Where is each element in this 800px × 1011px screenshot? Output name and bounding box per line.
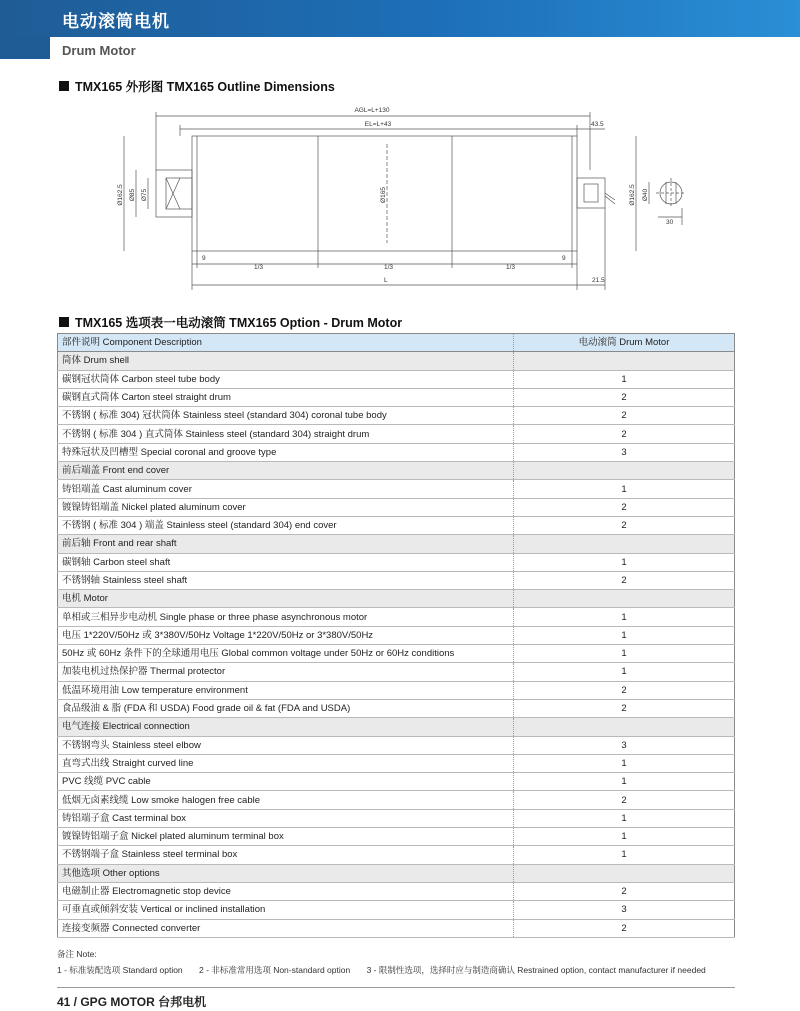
option-value-cell: 2	[514, 919, 735, 937]
component-cell: 电机 Motor	[58, 590, 514, 608]
table-row	[58, 498, 735, 516]
footer-page-label: 41 / GPG MOTOR 台邦电机	[57, 995, 207, 1009]
option-value-cell	[514, 864, 735, 882]
table-row	[58, 443, 735, 461]
option-value-cell: 1	[514, 480, 735, 498]
footer-divider	[57, 987, 735, 988]
option-table	[57, 333, 735, 938]
option-value-cell: 1	[514, 828, 735, 846]
component-cell: 筒体 Drum shell	[58, 352, 514, 370]
dim-40: Ø40	[642, 188, 649, 202]
dim-43-5: 43.5	[591, 121, 604, 128]
component-cell: 不锈钢弯头 Stainless steel elbow	[58, 736, 514, 754]
header-component: 部件说明 Component Description	[58, 334, 514, 352]
header-drum-motor: 电动滚筒 Drum Motor	[514, 334, 735, 352]
table-row	[58, 571, 735, 589]
table-body	[58, 352, 735, 938]
table-row	[58, 663, 735, 681]
option-value-cell: 2	[514, 425, 735, 443]
option-value-cell	[514, 718, 735, 736]
page-title: 电动滚筒电机	[62, 12, 170, 31]
dim-third-3: 1/3	[506, 264, 516, 271]
dim-75: Ø75	[141, 188, 148, 202]
component-cell: 食品级油 & 脂 (FDA 和 USDA) Food grade oil & fat (FDA and USDA)	[58, 699, 514, 717]
component-cell: 加装电机过热保护器 Thermal protector	[58, 663, 514, 681]
dim-9-right: 9	[562, 255, 566, 262]
component-cell: 特殊冠状及凹槽型 Special coronal and groove type	[58, 443, 514, 461]
component-cell: 不锈钢 ( 标准 304 ) 直式筒体 Stainless steel (standard 304) straight drum	[58, 425, 514, 443]
dim-el: EL=L+43	[364, 121, 392, 128]
table-group-row	[58, 352, 735, 370]
option-value-cell	[514, 590, 735, 608]
component-cell: 低温环境用油 Low temperature environment	[58, 681, 514, 699]
table-row	[58, 681, 735, 699]
component-cell: 镀镍铸铝端盖 Nickel plated aluminum cover	[58, 498, 514, 516]
option-value-cell: 2	[514, 516, 735, 534]
component-cell: 连接变频器 Connected converter	[58, 919, 514, 937]
option-value-cell: 2	[514, 388, 735, 406]
option-value-cell: 3	[514, 736, 735, 754]
option-value-cell: 1	[514, 846, 735, 864]
table-row	[58, 425, 735, 443]
table-row	[58, 480, 735, 498]
table-row	[58, 901, 735, 919]
table-row	[58, 736, 735, 754]
component-cell: 铸铝端盖 Cast aluminum cover	[58, 480, 514, 498]
component-cell: 低烟无卤素线缆 Low smoke halogen free cable	[58, 791, 514, 809]
table-row	[58, 626, 735, 644]
dim-85: Ø85	[129, 188, 136, 202]
component-cell: 电压 1*220V/50Hz 或 3*380V/50Hz Voltage 1*220V/50Hz or 3*380V/50Hz	[58, 626, 514, 644]
component-cell: 不锈钢端子盒 Stainless steel terminal box	[58, 846, 514, 864]
component-cell: 碳钢轴 Carbon steel shaft	[58, 553, 514, 571]
component-cell: 不锈钢 ( 标准 304) 冠状筒体 Stainless steel (standard 304) coronal tube body	[58, 407, 514, 425]
dim-agl: AGL=L+130	[354, 107, 390, 114]
table-group-row	[58, 535, 735, 553]
option-value-cell	[514, 535, 735, 553]
component-cell: 50Hz 或 60Hz 条件下的全球通用电压 Global common voltage under 50Hz or 60Hz conditions	[58, 645, 514, 663]
option-value-cell: 2	[514, 498, 735, 516]
table-row	[58, 828, 735, 846]
dim-9-left: 9	[202, 255, 206, 262]
table-group-row	[58, 718, 735, 736]
table-row	[58, 608, 735, 626]
table-group-row	[58, 590, 735, 608]
dim-30: 30	[666, 219, 674, 226]
option-value-cell: 2	[514, 681, 735, 699]
dim-165: Ø165	[380, 187, 387, 203]
dim-third-2: 1/3	[384, 264, 394, 271]
option-value-cell: 3	[514, 901, 735, 919]
dim-third-1: 1/3	[254, 264, 264, 271]
square-bullet-icon	[59, 317, 69, 327]
option-value-cell: 2	[514, 791, 735, 809]
square-bullet-icon	[59, 81, 69, 91]
component-cell: 前后端盖 Front end cover	[58, 462, 514, 480]
option-value-cell: 3	[514, 443, 735, 461]
note-option-1: 1 - 标准装配选项 Standard option	[57, 965, 183, 975]
table-row	[58, 846, 735, 864]
component-cell: 电气连接 Electrical connection	[58, 718, 514, 736]
notes-title: 备注 Note:	[57, 949, 97, 959]
component-cell: PVC 线缆 PVC cable	[58, 773, 514, 791]
section-title-outline: TMX165 外形图 TMX165 Outline Dimensions	[75, 80, 335, 94]
section-title-option: TMX165 选项表一电动滚筒 TMX165 Option - Drum Motor	[75, 316, 403, 330]
table-row	[58, 699, 735, 717]
option-value-cell: 1	[514, 773, 735, 791]
table-row	[58, 407, 735, 425]
dim-21-5: 21.5	[592, 277, 605, 284]
option-value-cell: 2	[514, 407, 735, 425]
table-row	[58, 553, 735, 571]
dim-162-5-left: Ø162.5	[117, 184, 124, 206]
table-row	[58, 809, 735, 827]
table-row	[58, 754, 735, 772]
component-cell: 镀镍铸铝端子盒 Nickel plated aluminum terminal box	[58, 828, 514, 846]
option-value-cell	[514, 352, 735, 370]
dim-162-5-right: Ø162.5	[629, 184, 636, 206]
component-cell: 不锈钢轴 Stainless steel shaft	[58, 571, 514, 589]
option-value-cell: 2	[514, 571, 735, 589]
notes	[57, 948, 720, 980]
option-value-cell: 1	[514, 608, 735, 626]
option-value-cell: 1	[514, 370, 735, 388]
component-cell: 不锈钢 ( 标准 304 ) 端盖 Stainless steel (standard 304) end cover	[58, 516, 514, 534]
option-value-cell: 1	[514, 626, 735, 644]
section-heading-option	[59, 313, 402, 331]
table-row	[58, 516, 735, 534]
table-row	[58, 370, 735, 388]
note-option-3: 3 - 限制性选项，选择时应与制造商确认 Restrained option, contact manufacturer if needed	[366, 965, 706, 975]
component-cell: 电磁制止器 Electromagnetic stop device	[58, 882, 514, 900]
component-cell: 可垂直或倾斜安装 Vertical or inclined installation	[58, 901, 514, 919]
outline-drawing	[100, 100, 700, 300]
option-value-cell: 1	[514, 663, 735, 681]
notes-legend	[57, 964, 720, 976]
table-row	[58, 919, 735, 937]
component-cell: 前后轴 Front and rear shaft	[58, 535, 514, 553]
table-group-row	[58, 864, 735, 882]
option-value-cell: 2	[514, 699, 735, 717]
component-cell: 碳钢直式筒体 Carton steel straight drum	[58, 388, 514, 406]
table-header-row	[58, 334, 735, 352]
component-cell: 碳钢冠状筒体 Carbon steel tube body	[58, 370, 514, 388]
table-row	[58, 388, 735, 406]
table-group-row	[58, 462, 735, 480]
component-cell: 直弯式出线 Straight curved line	[58, 754, 514, 772]
section-heading-outline	[59, 77, 335, 95]
option-value-cell: 1	[514, 645, 735, 663]
table-row	[58, 773, 735, 791]
dim-L: L	[384, 277, 388, 284]
component-cell: 铸铝端子盒 Cast terminal box	[58, 809, 514, 827]
table-row	[58, 645, 735, 663]
option-value-cell: 1	[514, 754, 735, 772]
component-cell: 单相或三相异步电动机 Single phase or three phase asynchronous motor	[58, 608, 514, 626]
option-value-cell: 2	[514, 882, 735, 900]
table-row	[58, 791, 735, 809]
note-option-2: 2 - 非标准常用选项 Non-standard option	[199, 965, 351, 975]
page-subtitle: Drum Motor	[62, 43, 136, 58]
option-value-cell: 1	[514, 553, 735, 571]
header-accent	[0, 37, 50, 59]
table-row	[58, 882, 735, 900]
component-cell: 其他选项 Other options	[58, 864, 514, 882]
option-value-cell	[514, 462, 735, 480]
option-value-cell: 1	[514, 809, 735, 827]
